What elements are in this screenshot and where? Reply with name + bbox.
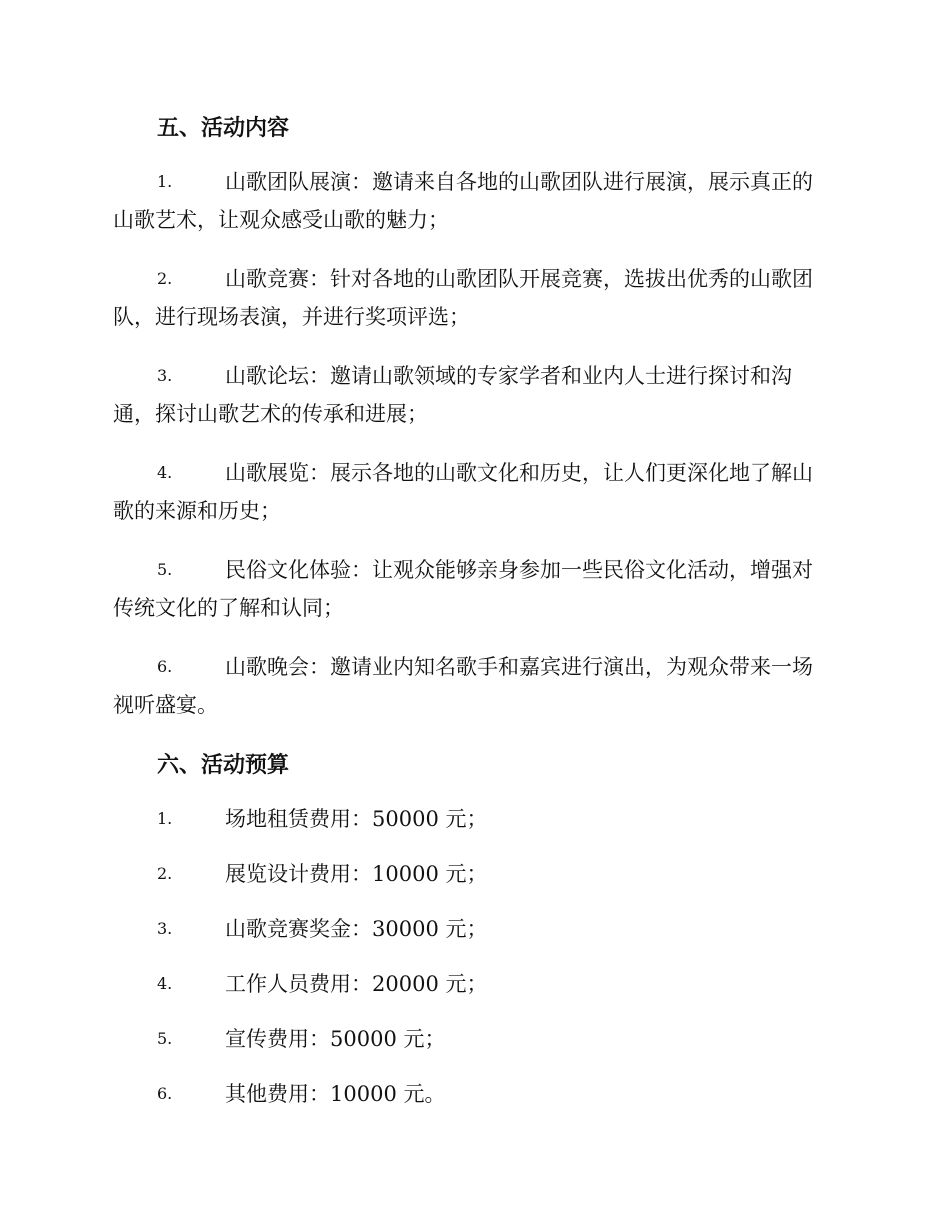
section-heading-activity-content: 五、活动内容 xyxy=(157,115,290,141)
budget-item xyxy=(113,969,838,999)
activity-item xyxy=(113,551,838,627)
item-number: 4. xyxy=(157,974,173,993)
activity-item xyxy=(113,454,838,530)
budget-item xyxy=(113,914,838,944)
item-text-line1: 山歌论坛：邀请山歌领域的专家学者和业内人士进行探讨和沟 xyxy=(225,364,792,388)
budget-item-text: 场地租赁费用：50000 元； xyxy=(225,807,488,831)
item-text-line1: 山歌晚会：邀请业内知名歌手和嘉宾进行演出，为观众带来一场 xyxy=(225,655,813,679)
item-number: 6. xyxy=(157,1084,173,1103)
item-text-line2: 歌的来源和历史； xyxy=(113,499,281,523)
budget-item-text: 其他费用：10000 元。 xyxy=(225,1082,446,1106)
item-text-line1: 山歌展览：展示各地的山歌文化和历史，让人们更深化地了解山 xyxy=(225,461,813,485)
activity-item xyxy=(113,357,838,433)
item-text-line1: 民俗文化体验：让观众能够亲身参加一些民俗文化活动，增强对 xyxy=(225,558,813,582)
item-number: 4. xyxy=(157,463,173,482)
item-text-line1: 山歌团队展演：邀请来自各地的山歌团队进行展演，展示真正的 xyxy=(225,170,813,194)
item-number: 5. xyxy=(157,1029,173,1048)
item-number: 1. xyxy=(157,809,173,828)
item-text-line1: 山歌竞赛：针对各地的山歌团队开展竞赛，选拔出优秀的山歌团 xyxy=(225,267,813,291)
item-text-line2: 山歌艺术，让观众感受山歌的魅力； xyxy=(113,208,449,232)
item-number: 1. xyxy=(157,172,173,191)
item-text-line2: 传统文化的了解和认同； xyxy=(113,596,344,620)
item-text-line2: 通，探讨山歌艺术的传承和进展； xyxy=(113,402,428,426)
budget-item-text: 宣传费用：50000 元； xyxy=(225,1027,446,1051)
section-heading-activity-budget: 六、活动预算 xyxy=(157,752,290,778)
item-number: 2. xyxy=(157,269,173,288)
budget-item xyxy=(113,859,838,889)
item-text-line2: 视听盛宴。 xyxy=(113,693,218,717)
budget-item-text: 工作人员费用：20000 元； xyxy=(225,972,488,996)
activity-item xyxy=(113,260,838,336)
budget-item xyxy=(113,1079,838,1109)
budget-item-text: 山歌竞赛奖金：30000 元； xyxy=(225,917,488,941)
activity-item xyxy=(113,648,838,724)
budget-item xyxy=(113,1024,838,1054)
item-number: 3. xyxy=(157,366,173,385)
item-number: 3. xyxy=(157,919,173,938)
activity-item xyxy=(113,163,838,239)
budget-item-text: 展览设计费用：10000 元； xyxy=(225,862,488,886)
item-number: 5. xyxy=(157,560,173,579)
item-text-line2: 队，进行现场表演，并进行奖项评选； xyxy=(113,305,470,329)
item-number: 6. xyxy=(157,657,173,676)
item-number: 2. xyxy=(157,864,173,883)
budget-item xyxy=(113,804,838,834)
